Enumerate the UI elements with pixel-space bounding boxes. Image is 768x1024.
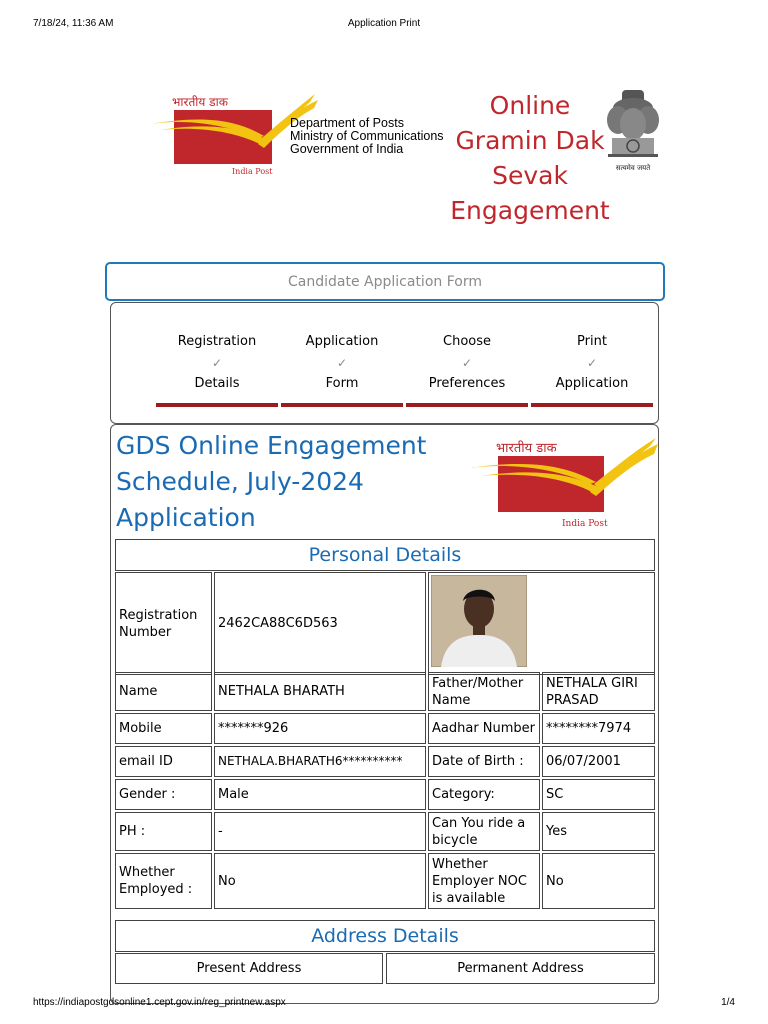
table-row — [115, 713, 655, 744]
table-row — [115, 746, 655, 777]
step-progress-bar — [281, 403, 403, 407]
candidate-photo — [431, 575, 527, 667]
gds-title-line: Gramin Dak — [455, 126, 605, 155]
field-label: Aadhar Number — [428, 713, 540, 744]
step-label: Preferences — [428, 376, 506, 391]
field-label: Mobile — [115, 713, 212, 744]
step-progress-bar — [406, 403, 528, 407]
step-application — [281, 331, 403, 395]
field-label: Name — [115, 672, 212, 711]
check-icon: ✓ — [586, 356, 598, 370]
progress-steps — [110, 302, 659, 424]
dept-text — [290, 117, 444, 156]
field-value: SC — [542, 779, 655, 810]
gds-title-line: Engagement — [450, 196, 610, 225]
present-address-header: Present Address — [115, 953, 383, 984]
field-value: - — [214, 812, 426, 851]
field-label: Gender : — [115, 779, 212, 810]
heading-line: Schedule, July-2024 — [116, 467, 364, 496]
table-row — [115, 672, 655, 711]
print-timestamp: 7/18/24, 11:36 AM — [33, 18, 114, 29]
field-label: Can You ride a bicycle — [428, 812, 540, 851]
personal-details-table — [113, 670, 657, 911]
svg-text:भारतीय डाक: भारतीय डाक — [172, 95, 228, 109]
table-row — [115, 779, 655, 810]
page-url: https://indiapostgdsonline1.cept.gov.in/reg_printnew.aspx — [33, 997, 286, 1008]
step-label: Details — [194, 376, 240, 391]
field-value: No — [542, 853, 655, 909]
gds-title-line: Online — [489, 91, 571, 120]
permanent-address-header: Permanent Address — [386, 953, 655, 984]
field-label: email ID — [115, 746, 212, 777]
field-value: NETHALA.BHARATH6********** — [214, 746, 426, 777]
field-value: *******926 — [214, 713, 426, 744]
print-footer — [0, 994, 768, 1024]
svg-text:India Post: India Post — [562, 519, 608, 529]
india-post-logo — [470, 436, 660, 532]
dept-line: Department of Posts — [290, 116, 404, 130]
step-registration — [156, 331, 278, 395]
table-row — [115, 812, 655, 851]
heading-line: GDS Online Engagement — [116, 431, 427, 460]
field-label: Category: — [428, 779, 540, 810]
field-label: PH : — [115, 812, 212, 851]
field-label: Whether Employer NOC is available — [428, 853, 540, 909]
dept-line: Ministry of Communications — [290, 129, 444, 143]
step-print — [531, 331, 653, 395]
field-value: 06/07/2001 — [542, 746, 655, 777]
application-heading — [116, 428, 427, 536]
address-details-title: Address Details — [115, 920, 655, 952]
field-value: NETHALA GIRI PRASAD — [542, 672, 655, 711]
photo-cell — [428, 572, 655, 675]
step-label: Application — [305, 334, 379, 349]
step-label: Choose — [443, 334, 491, 349]
svg-text:India Post: India Post — [232, 167, 273, 176]
field-label: Date of Birth : — [428, 746, 540, 777]
step-label: Registration — [177, 334, 257, 349]
field-value: No — [214, 853, 426, 909]
dept-line: Government of India — [290, 142, 404, 156]
heading-line: Application — [116, 503, 256, 532]
field-label: Whether Employed : — [115, 853, 212, 909]
step-progress-bar — [531, 403, 653, 407]
registration-table — [113, 570, 657, 677]
personal-details-title: Personal Details — [115, 539, 655, 571]
field-value: Yes — [542, 812, 655, 851]
field-label: Registration Number — [115, 572, 212, 675]
svg-text:सत्यमेव जयते: सत्यमेव जयते — [615, 164, 651, 172]
step-label: Print — [577, 334, 607, 349]
svg-text:भारतीय डाक: भारतीय डाक — [496, 441, 557, 456]
step-label: Form — [325, 376, 359, 391]
registration-number: 2462CA88C6D563 — [214, 572, 426, 675]
gds-title — [440, 88, 620, 228]
gds-title-line: Sevak — [492, 161, 568, 190]
national-emblem-icon — [604, 86, 662, 174]
page-number: 1/4 — [721, 997, 735, 1008]
field-value: ********7974 — [542, 713, 655, 744]
candidate-form-header: Candidate Application Form — [105, 262, 665, 301]
check-icon: ✓ — [461, 356, 473, 370]
field-label: Father/Mother Name — [428, 672, 540, 711]
check-icon: ✓ — [336, 356, 348, 370]
field-value: NETHALA BHARATH — [214, 672, 426, 711]
check-icon: ✓ — [211, 356, 223, 370]
print-header — [0, 0, 768, 40]
table-row — [115, 853, 655, 909]
step-progress-bar — [156, 403, 278, 407]
print-title: Application Print — [347, 18, 421, 29]
step-label: Application — [555, 376, 629, 391]
step-preferences — [406, 331, 528, 395]
field-value: Male — [214, 779, 426, 810]
